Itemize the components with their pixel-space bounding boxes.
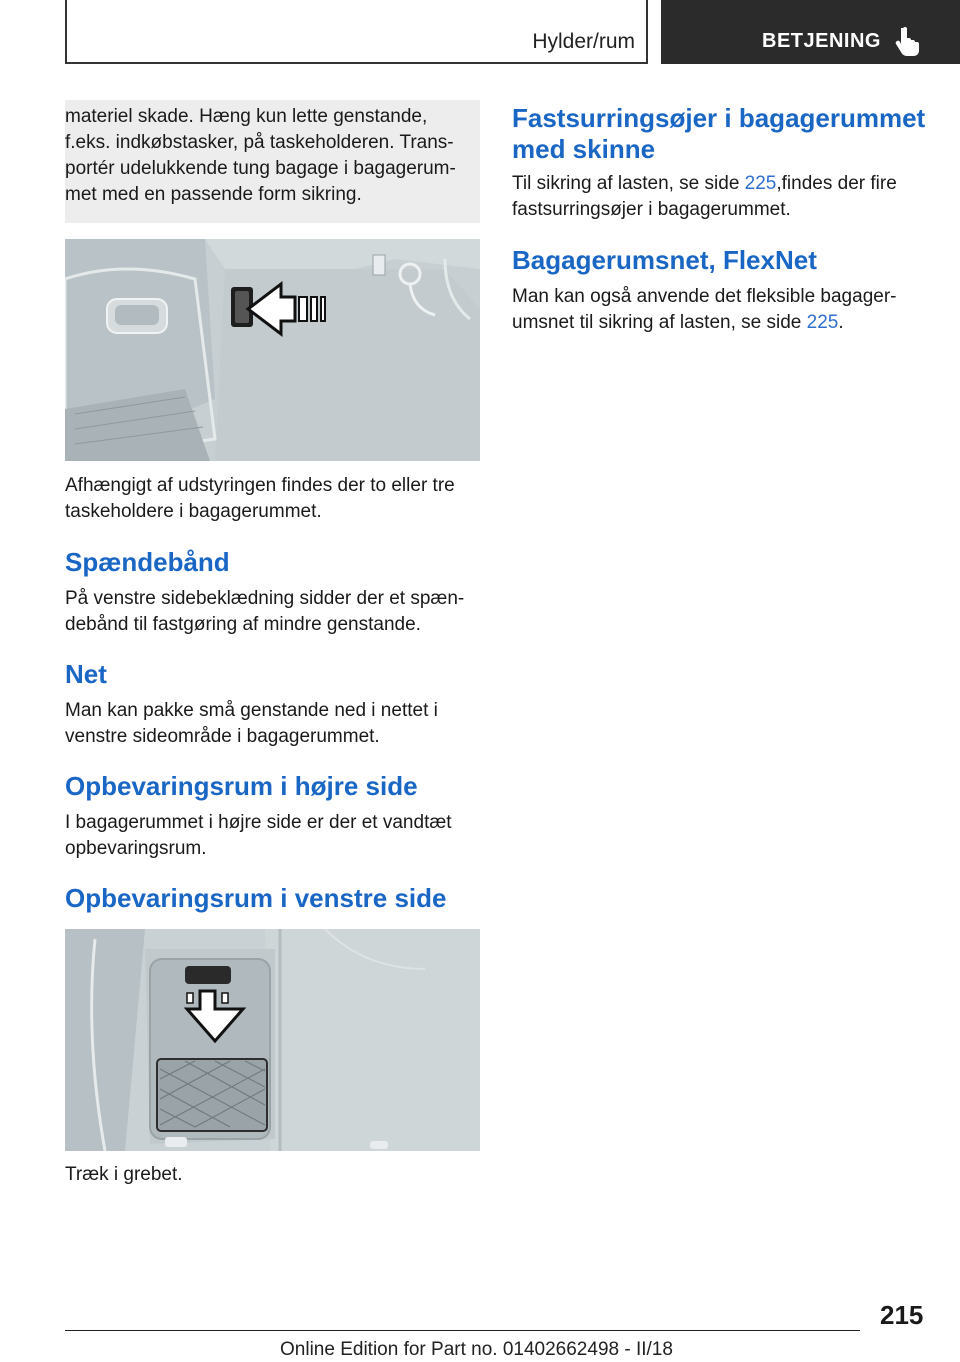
heading-right-storage: Opbevaringsrum i højre side bbox=[65, 771, 418, 801]
heading-lashing-eyes-line: Fastsurringsøjer i bagagerummet bbox=[512, 103, 926, 133]
caption-bag-hook-line: Afhængigt af udstyringen findes der to eller tre bbox=[65, 475, 455, 496]
body-line: opbevaringsrum. bbox=[65, 838, 207, 859]
body-line bbox=[512, 171, 897, 197]
heading-flexnet: Bagagerumsnet, FlexNet bbox=[512, 245, 817, 275]
text: Til sikring af lasten, se side bbox=[512, 173, 745, 194]
section-title: Hylder/rum bbox=[532, 30, 635, 53]
page-number: 215 bbox=[880, 1300, 924, 1330]
footer-divider bbox=[65, 1330, 860, 1331]
heading-net: Net bbox=[65, 659, 107, 689]
body-line: I bagagerummet i højre side er der et vandtæt bbox=[65, 812, 452, 833]
note-line: materiel skade. Hæng kun lette genstande, bbox=[65, 106, 428, 127]
body-line: Man kan pakke små genstande ned i nettet i bbox=[65, 700, 438, 721]
edition-text: Online Edition for Part no. 01402662498 - II/18 bbox=[280, 1339, 673, 1360]
body-line bbox=[512, 310, 844, 336]
body-line: fastsurringsøjer i bagagerummet. bbox=[512, 199, 791, 220]
warning-note-box bbox=[65, 100, 480, 223]
left-storage-illustration bbox=[65, 929, 480, 1151]
note-line: met med en passende form sikring. bbox=[65, 184, 362, 205]
caption-bag-hook-line: taskeholdere i bagagerummet. bbox=[65, 501, 322, 522]
chapter-tab-label: BETJENING bbox=[762, 30, 881, 52]
note-line: f.eks. indkøbstasker, på taskeholderen. Trans- bbox=[65, 132, 454, 153]
body-line: På venstre sidebeklædning sidder der et spæn- bbox=[65, 588, 465, 609]
page-link-225[interactable]: 225 bbox=[744, 173, 777, 194]
text: umsnet til sikring af lasten, se side bbox=[512, 312, 807, 333]
bag-hook-illustration bbox=[65, 239, 480, 461]
pointing-hand-icon bbox=[895, 26, 921, 56]
text: ,findes der fire bbox=[776, 173, 897, 194]
caption-pull-handle: Træk i grebet. bbox=[65, 1164, 183, 1185]
heading-left-storage: Opbevaringsrum i venstre side bbox=[65, 883, 447, 913]
heading-lashing-eyes-line: med skinne bbox=[512, 134, 656, 164]
body-line: venstre sideområde i bagagerummet. bbox=[65, 726, 380, 747]
text: . bbox=[838, 312, 844, 333]
chapter-tab[interactable] bbox=[661, 0, 960, 64]
heading-spaendebaand: Spændebånd bbox=[65, 547, 230, 577]
page-link-225[interactable]: 225 bbox=[806, 312, 839, 333]
body-line: Man kan også anvende det fleksible bagager- bbox=[512, 286, 897, 307]
body-line: debånd til fastgøring af mindre genstande. bbox=[65, 614, 421, 635]
note-line: portér udelukkende tung bagage i bagagerum- bbox=[65, 158, 456, 179]
